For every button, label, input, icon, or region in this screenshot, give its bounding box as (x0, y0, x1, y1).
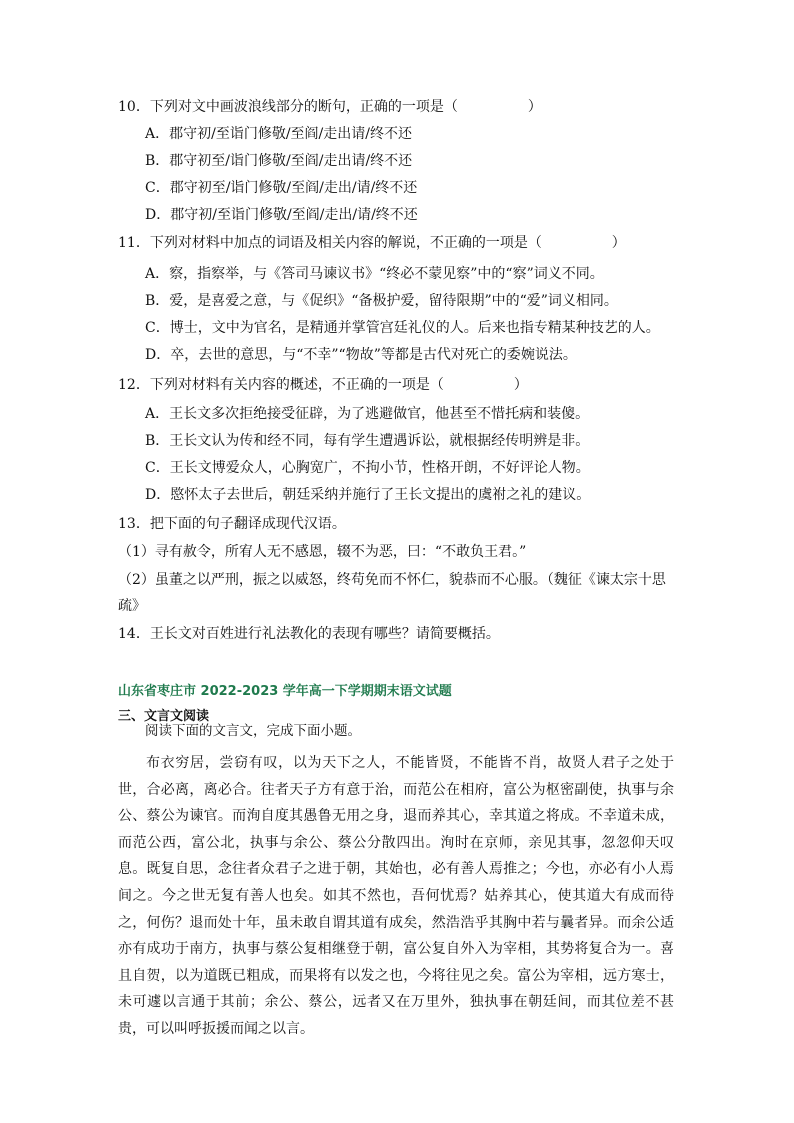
classical-passage: 布衣穷居，尝窃有叹，以为天下之人，不能皆贤，不能皆不肖，故贤人君子之处于世，合必离，离必合。往者天子方有意于治，而范公在相府，富公为枢密副使，执事与余公、蔡公为谏官。而洵自度其愚鲁无用之身，退而养其心，幸其道之将成。不幸道未成，而范公西，富公北，执事与余公、蔡公分散四出。洵时在京师，亲见其事，忽忽仰天叹息。既复自思，念往者众君子之进于朝，其始也，必有善人焉推之；今也，亦必有小人焉间之。今之世无复有善人也矣。如其不然也，吾何忧焉？姑养其心，使其道大有成而待之，何伤？退而处十年，虽未敢自谓其道有成矣，然浩浩乎其胸中若与曩者异。而余公适亦有成功于南方，执事与蔡公复相继登于朝，富公复自外入为宰相，其势将复合为一。喜且自贺，以为道既已粗成，而果将有以发之也，今将往见之矣。富公为宰相，远方寒士，未可遽以言通于其前；余公、蔡公，远者又在万里外，独执事在朝廷间，而其位差不甚贵，可以叫呼扳援而闻之以言。 (118, 755, 674, 1037)
q11-option-d: D．卒，去世的意思，与“不幸”“物故”等都是古代对死亡的委婉说法。 (145, 347, 577, 363)
q11-option-b: B．爱，是喜爱之意，与《促织》“备极护爱，留待限期”中的“爱”词义相同。 (145, 293, 618, 309)
q10-option-b: B．郡守初至/诣门修敬/至阎/走出请/终不还 (145, 153, 413, 169)
q10-option-d: D．郡守初/至诣门修敬/至阎/走出/请/终不还 (145, 207, 418, 223)
section-heading: 三、文言文阅读 (118, 709, 210, 724)
q10-option-a: A．郡守初/至诣门修敬/至阎/走出请/终不还 (145, 126, 412, 142)
q14-stem: 14．王长文对百姓进行礼法教化的表现有哪些？请简要概括。 (118, 626, 500, 642)
q12-stem: 12．下列对材料有关内容的概述，不正确的一项是（ ） (118, 377, 528, 393)
q12-option-c: C．王长文博爱众人，心胸宽广，不拘小节，性格开朗，不好评论人物。 (145, 460, 590, 476)
q11-option-a: A．察，指察举，与《答司马谏议书》“终必不蒙见察”中的“察”词义不同。 (145, 266, 604, 282)
q12-option-d: D．愍怀太子去世后，朝廷采纳并施行了王长文提出的虞祔之礼的建议。 (145, 487, 591, 503)
q11-stem: 11．下列对材料中加点的词语及相关内容的解说，不正确的一项是（ ） (118, 235, 626, 251)
q12-option-b: B．王长文认为传和经不同，每有学生遭遇诉讼，就根据经传明辨是非。 (145, 433, 590, 449)
q13-stem: 13．把下面的句子翻译成现代汉语。 (118, 516, 346, 532)
q11-option-c: C．博士，文中为官名，是精通并掌管宫廷礼仪的人。后来也指专精某种技艺的人。 (145, 320, 660, 336)
q10-option-c: C．郡守初至/诣门修敬/至阎/走出/请/终不还 (145, 180, 418, 196)
q10-stem: 10．下列对文中画波浪线部分的断句，正确的一项是（ ） (118, 99, 542, 115)
exam-title: 山东省枣庄市 2022-2023 学年高一下学期期末语文试题 (118, 684, 452, 699)
q13-item-2: （2）虽董之以严刑，振之以威怒，终苟免而不怀仁，貌恭而不心服。（魏征《谏太宗十思 (118, 572, 666, 588)
reading-instruction: 阅读下面的文言文，完成下面小题。 (145, 723, 361, 739)
q13-item-2-continued: 疏》 (118, 598, 146, 614)
q12-option-a: A．王长文多次拒绝接受征辟，为了逃避做官，他甚至不惜托病和装傻。 (145, 406, 590, 422)
q13-item-1: （1）寻有赦令，所宥人无不感恩，辍不为恶，曰：“不敢负王君。” (118, 544, 527, 560)
